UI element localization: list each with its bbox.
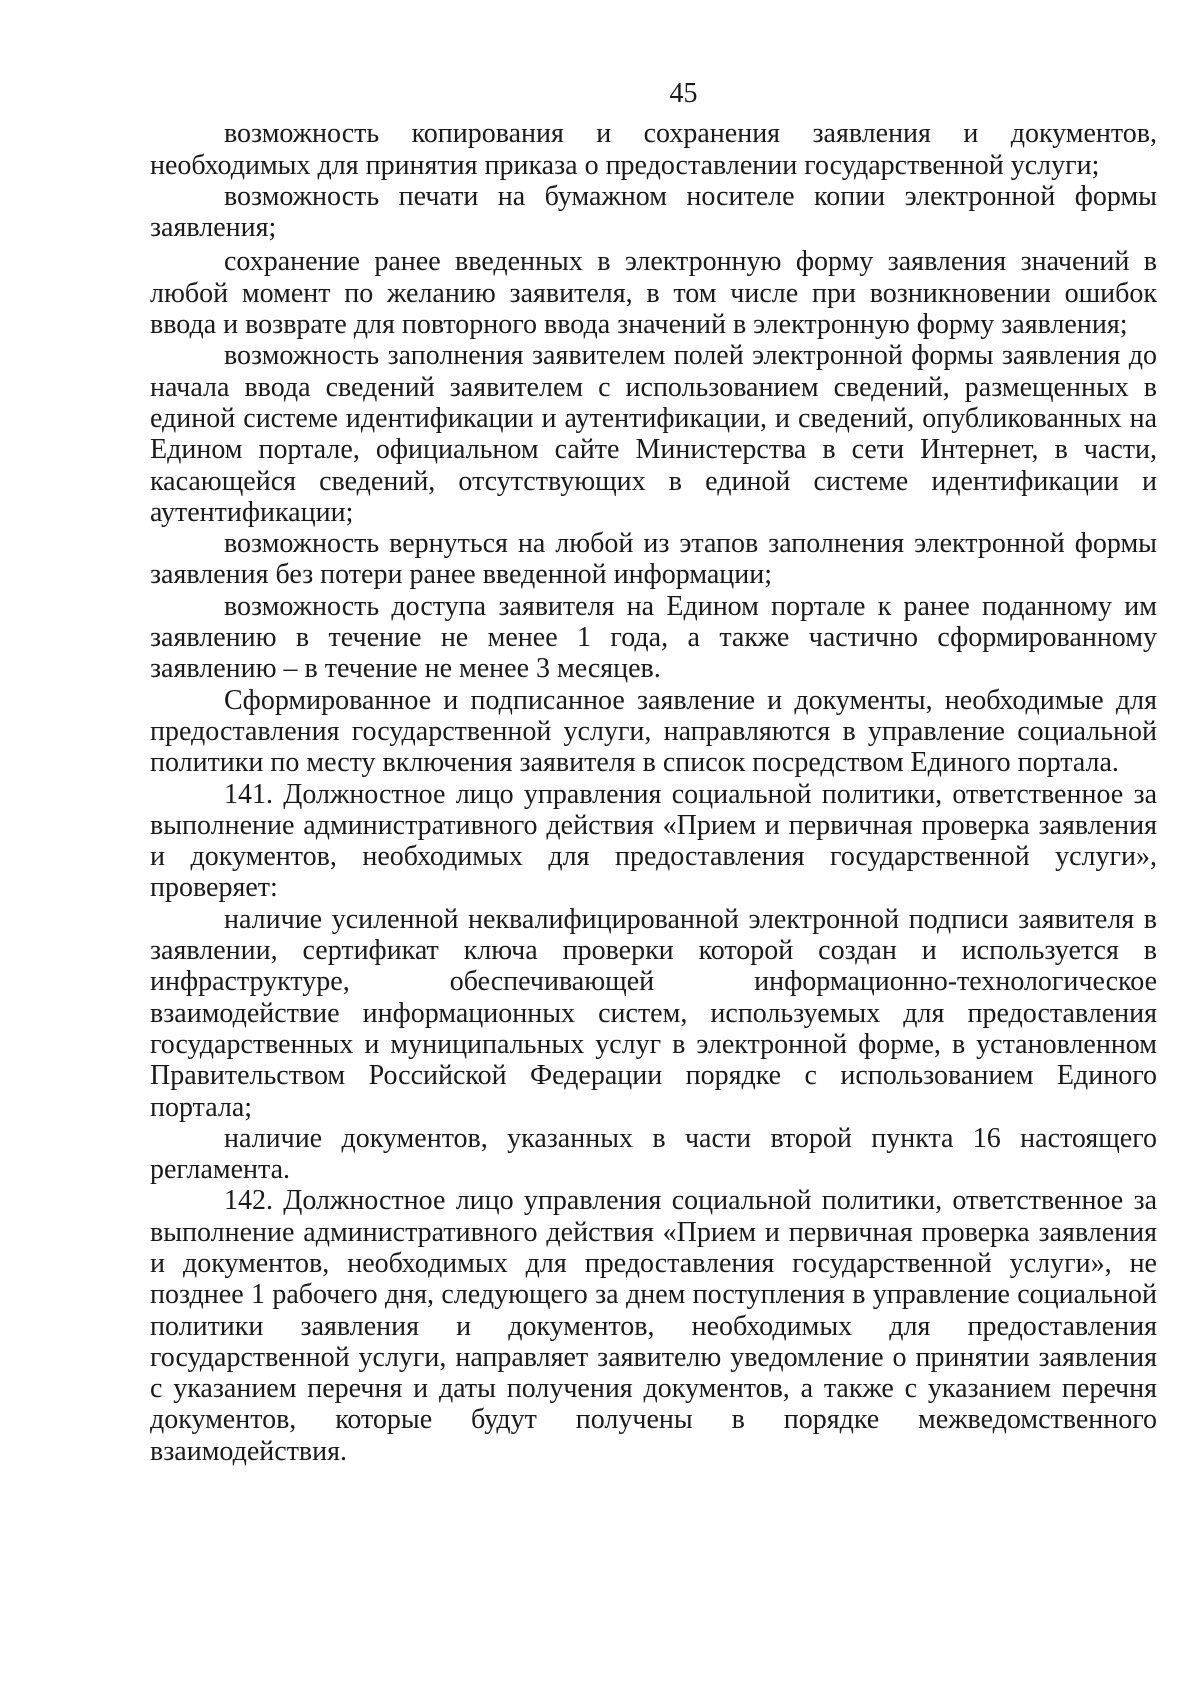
paragraph-copy-save: возможность копирования и сохранения заявления и документов, необходимых для принятия приказа о предоставлении государственной услуги; xyxy=(150,118,1157,181)
paragraph-fill-fields: возможность заполнения заявителем полей электронной формы заявления до начала ввода сведений заявителем с использованием сведений, размещенных в единой системе идентификации и аутентификации, и сведений, опубликованных на Едином портале, официальном сайте Министерства в сети Интернет, в части, касающейся сведений, отсутствующих в единой системе идентификации и аутентификации; xyxy=(150,340,1157,528)
page-number: 45 xyxy=(669,78,698,109)
document-page xyxy=(150,78,1157,1467)
paragraph-item-142: 142. Должностное лицо управления социальной политики, ответственное за выполнение административного действия «Прием и первичная проверка заявления и документов, необходимых для предоставления государственной услуги», не позднее 1 рабочего дня, следующего за днем поступления в управление социальной политики заявления и документов, необходимых для предоставления государственной услуги, направляет заявителю уведомление о принятии заявления с указанием перечня и даты получения документов, а также с указанием перечня документов, которые будут получены в порядке межведомственного взаимодействия. xyxy=(150,1185,1157,1467)
paragraph-save-values: сохранение ранее введенных в электронную форму заявления значений в любой момент по желанию заявителя, в том числе при возникновении ошибок ввода и возврате для повторного ввода значений в электронную форму заявления; xyxy=(150,246,1157,341)
paragraph-documents-check: наличие документов, указанных в части второй пункта 16 настоящего регламента. xyxy=(150,1122,1157,1186)
paragraph-print: возможность печати на бумажном носителе копии электронной формы заявления; xyxy=(150,180,1157,244)
paragraph-signature-check: наличие усиленной неквалифицированной электронной подписи заявителя в заявлении, сертификат ключа проверки которой создан и используется в инфраструктуре, обеспечивающей информационно-технологическое взаимодействие информационных систем, используемых для предоставления государственных и муниципальных услуг в электронной форме, в установленном Правительством Российской Федерации порядке с использованием Единого портала; xyxy=(150,903,1157,1123)
paragraph-access-application: возможность доступа заявителя на Едином портале к ранее поданному им заявлению в течение не менее 1 года, а также частично сформированному заявлению – в течение не менее 3 месяцев. xyxy=(150,590,1157,685)
paragraph-submitted-application: Сформированное и подписанное заявление и документы, необходимые для предоставления государственной услуги, направляются в управление социальной политики по месту включения заявителя в список посредством Единого портала. xyxy=(150,684,1157,779)
paragraph-return-to-step: возможность вернуться на любой из этапов заполнения электронной формы заявления без потери ранее введенной информации; xyxy=(150,528,1157,591)
paragraph-item-141: 141. Должностное лицо управления социальной политики, ответственное за выполнение административного действия «Прием и первичная проверка заявления и документов, необходимых для предоставления государственной услуги», проверяет: xyxy=(150,778,1157,904)
